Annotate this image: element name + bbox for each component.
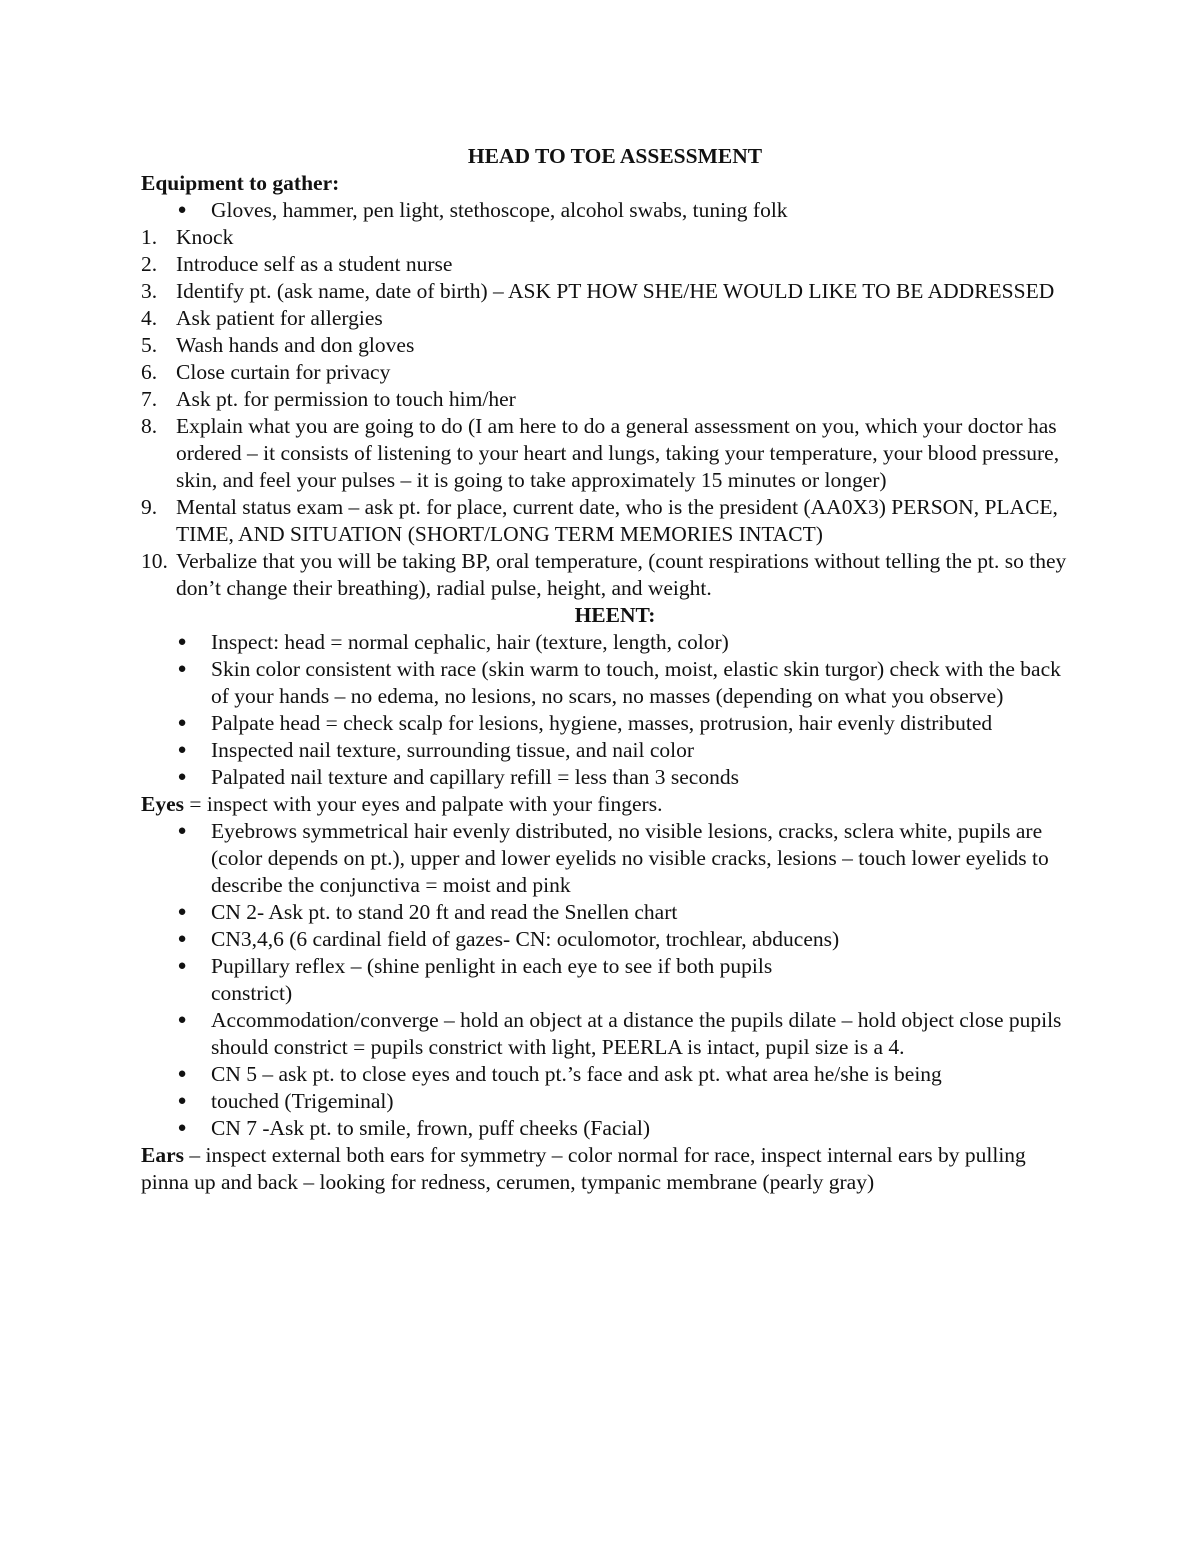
step-number: 3. bbox=[141, 279, 158, 303]
list-item-text: CN3,4,6 (6 cardinal field of gazes- CN: oculomotor, trochlear, abducens) bbox=[211, 927, 840, 951]
step-item bbox=[141, 278, 1071, 305]
list-item bbox=[141, 926, 1071, 953]
bullet-icon: ● bbox=[177, 958, 187, 974]
list-item bbox=[141, 1115, 1071, 1142]
list-item-text: CN 2- Ask pt. to stand 20 ft and read the Snellen chart bbox=[211, 900, 678, 924]
equipment-list bbox=[141, 197, 1071, 224]
document-content bbox=[141, 143, 1071, 1196]
list-item bbox=[141, 1007, 1071, 1061]
bullet-icon: ● bbox=[177, 1093, 187, 1109]
list-item-text: Inspect: head = normal cephalic, hair (texture, length, color) bbox=[211, 630, 729, 654]
step-number: 5. bbox=[141, 333, 158, 357]
step-item bbox=[141, 413, 1071, 494]
step-number: 7. bbox=[141, 387, 158, 411]
bullet-icon: ● bbox=[177, 715, 187, 731]
list-item-text: CN 7 -Ask pt. to smile, frown, puff cheeks (Facial) bbox=[211, 1116, 651, 1140]
step-item bbox=[141, 305, 1071, 332]
list-item-text: Inspected nail texture, surrounding tissue, and nail color bbox=[211, 738, 695, 762]
bullet-icon: ● bbox=[177, 1120, 187, 1136]
step-number: 4. bbox=[141, 306, 158, 330]
bullet-icon: ● bbox=[177, 202, 187, 218]
step-text: Close curtain for privacy bbox=[176, 360, 391, 384]
list-item bbox=[141, 1088, 1071, 1115]
page-title: HEAD TO TOE ASSESSMENT bbox=[467, 144, 763, 168]
bullet-icon: ● bbox=[177, 661, 187, 677]
list-item bbox=[141, 1061, 1071, 1088]
list-item-text: CN 5 – ask pt. to close eyes and touch pt.’s face and ask pt. what area he/she is being bbox=[211, 1062, 942, 1086]
eyes-intro bbox=[141, 791, 1071, 818]
step-item bbox=[141, 386, 1071, 413]
eyes-list bbox=[141, 818, 1071, 1142]
step-number: 1. bbox=[141, 225, 158, 249]
list-item bbox=[141, 710, 1071, 737]
bullet-icon: ● bbox=[177, 823, 187, 839]
step-text: Introduce self as a student nurse bbox=[176, 252, 453, 276]
list-item-text: Eyebrows symmetrical hair evenly distributed, no visible lesions, cracks, sclera white, pupils are (color depends on pt.), upper and lower eyelids no visible cracks, lesions – touch lower eyelids to describe the conjunctiva = moist and pink bbox=[211, 819, 1049, 897]
step-text: Ask patient for allergies bbox=[176, 306, 383, 330]
list-item-text: touched (Trigeminal) bbox=[211, 1089, 394, 1113]
list-item bbox=[141, 737, 1071, 764]
step-item bbox=[141, 224, 1071, 251]
step-text: Ask pt. for permission to touch him/her bbox=[176, 387, 516, 411]
step-text: Explain what you are going to do (I am here to do a general assessment on you, which your doctor has ordered – it consists of listening to your heart and lungs, taking your temperature, your blood pressure, skin, and feel your pulses – it is going to take approximately 15 minutes or longer) bbox=[176, 414, 1060, 492]
step-number: 6. bbox=[141, 360, 158, 384]
ears-label: Ears bbox=[141, 1143, 184, 1167]
list-item bbox=[141, 953, 1071, 1007]
step-item bbox=[141, 494, 1071, 548]
list-item-text: Accommodation/converge – hold an object at a distance the pupils dilate – hold object close pupils should constrict = pupils constrict with light, PEERLA is intact, pupil size is a 4. bbox=[211, 1008, 1062, 1059]
bullet-icon: ● bbox=[177, 769, 187, 785]
step-number: 10. bbox=[141, 549, 168, 573]
step-number: 2. bbox=[141, 252, 158, 276]
list-item bbox=[141, 899, 1071, 926]
ears-paragraph bbox=[141, 1142, 1071, 1196]
list-item-text: Skin color consistent with race (skin warm to touch, moist, elastic skin turgor) check with the back of your hands – no edema, no lesions, no scars, no masses (depending on what you observe) bbox=[211, 657, 1061, 708]
eyes-label: Eyes bbox=[141, 792, 184, 816]
step-text: Wash hands and don gloves bbox=[176, 333, 415, 357]
bullet-icon: ● bbox=[177, 1066, 187, 1082]
bullet-icon: ● bbox=[177, 904, 187, 920]
steps-list bbox=[141, 224, 1071, 602]
bullet-icon: ● bbox=[177, 1012, 187, 1028]
list-item bbox=[141, 197, 1071, 224]
list-item-text: Palpate head = check scalp for lesions, hygiene, masses, protrusion, hair evenly distributed bbox=[211, 711, 993, 735]
list-item-text: Gloves, hammer, pen light, stethoscope, alcohol swabs, tuning folk bbox=[211, 198, 788, 222]
step-item bbox=[141, 548, 1071, 602]
step-item bbox=[141, 251, 1071, 278]
bullet-icon: ● bbox=[177, 634, 187, 650]
list-item-text: Pupillary reflex – (shine penlight in each eye to see if both pupils constrict) bbox=[211, 954, 773, 1005]
bullet-icon: ● bbox=[177, 742, 187, 758]
bullet-icon: ● bbox=[177, 931, 187, 947]
step-number: 9. bbox=[141, 495, 158, 519]
step-text: Knock bbox=[176, 225, 234, 249]
ears-text: – inspect external both ears for symmetry – color normal for race, inspect internal ears by pulling pinna up and back – looking for redness, cerumen, tympanic membrane (pearly gray) bbox=[141, 1143, 1026, 1194]
list-item bbox=[141, 764, 1071, 791]
step-item bbox=[141, 332, 1071, 359]
heent-heading: HEENT: bbox=[574, 603, 656, 627]
heent-list bbox=[141, 629, 1071, 791]
list-item bbox=[141, 818, 1071, 899]
list-item bbox=[141, 629, 1071, 656]
eyes-intro-text: = inspect with your eyes and palpate with your fingers. bbox=[184, 792, 663, 816]
equipment-heading: Equipment to gather: bbox=[141, 171, 340, 195]
list-item-text: Palpated nail texture and capillary refill = less than 3 seconds bbox=[211, 765, 739, 789]
step-number: 8. bbox=[141, 414, 158, 438]
step-item bbox=[141, 359, 1071, 386]
step-text: Verbalize that you will be taking BP, oral temperature, (count respirations without telling the pt. so they don’t change their breathing), radial pulse, height, and weight. bbox=[176, 549, 1067, 600]
step-text: Mental status exam – ask pt. for place, current date, who is the president (AA0X3) PERSON, PLACE, TIME, AND SITUATION (SHORT/LONG TERM MEMORIES INTACT) bbox=[176, 495, 1058, 546]
list-item bbox=[141, 656, 1071, 710]
step-text: Identify pt. (ask name, date of birth) – ASK PT HOW SHE/HE WOULD LIKE TO BE ADDRESSED bbox=[176, 279, 1055, 303]
